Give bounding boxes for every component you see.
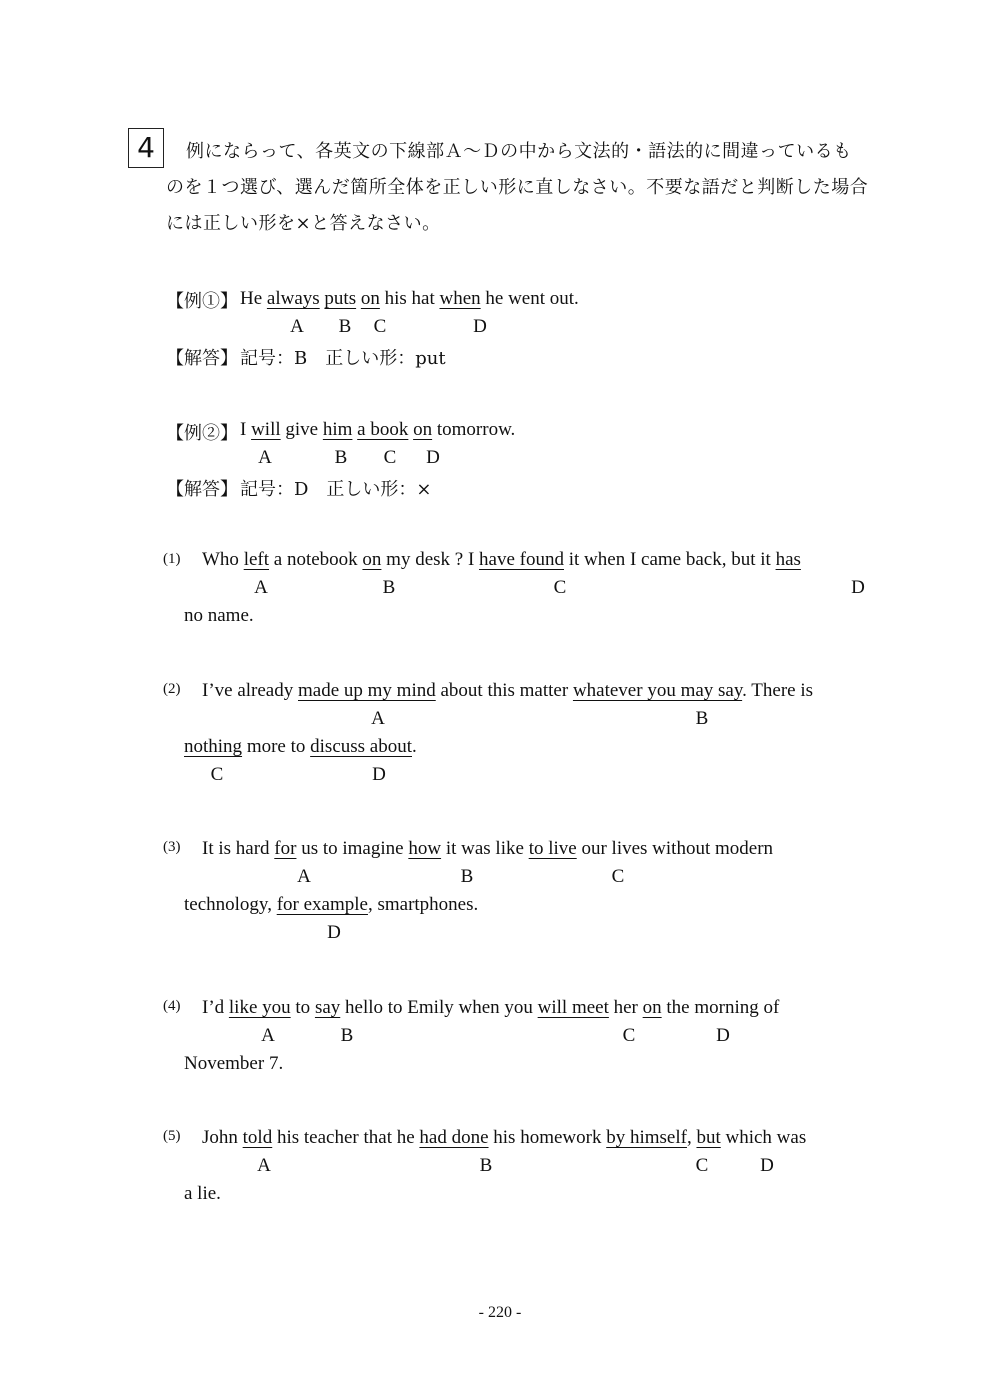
label-c: C [210, 764, 224, 785]
underline-d: when [439, 288, 481, 309]
underline-d: on [413, 419, 433, 440]
underline-a: left [243, 549, 270, 570]
instruction-line-3: には正しい形を×と答えなさい。 [166, 213, 441, 234]
question-1-number: (1) [163, 551, 181, 567]
label-a: A [290, 316, 304, 337]
example-2-sentence: I will give him a book on tomorrow. [240, 419, 516, 440]
instruction-line-2: のを１つ選び、選んだ箇所全体を正しい形に直しなさい。不要な語だと判断した場合 [166, 177, 869, 198]
example-1-tag: 【例①】 [166, 291, 238, 312]
question-2-line-2: nothing more to discuss about. [184, 736, 417, 757]
underline-b: on [362, 549, 382, 570]
label-d: D [426, 447, 440, 468]
question-3-line-2: technology, for example, smartphones. [184, 894, 479, 915]
label-b: B [338, 316, 352, 337]
label-b: B [382, 577, 396, 598]
question-2-line-1: I’ve already made up my mind about this matter whatever you may say. There is [202, 680, 814, 701]
label-d: D [851, 577, 865, 598]
question-4-line-1: I’d like you to say hello to Emily when you will meet her on the morning of [202, 997, 780, 1018]
label-c: C [383, 447, 397, 468]
underline-b: had done [419, 1127, 489, 1148]
underline-b: puts [324, 288, 357, 309]
label-d: D [327, 922, 341, 943]
underline-c: to live [528, 838, 577, 859]
underline-b: whatever you may say [572, 680, 743, 701]
underline-d: discuss about [310, 736, 412, 757]
question-1-line-1: Who left a notebook on my desk ? I have found it when I came back, but it has [202, 549, 801, 570]
section-number-box: 4 [128, 128, 164, 168]
underline-c: on [360, 288, 380, 309]
label-a: A [261, 1025, 275, 1046]
label-a: A [254, 577, 268, 598]
underline-c: a book [357, 419, 409, 440]
underline-d: but [696, 1127, 721, 1148]
label-c: C [373, 316, 387, 337]
label-b: B [460, 866, 474, 887]
label-c: C [611, 866, 625, 887]
underline-b: how [408, 838, 442, 859]
underline-c: by himself [606, 1127, 687, 1148]
page-number: - 220 - [478, 1304, 522, 1321]
label-a: A [371, 708, 385, 729]
label-b: B [334, 447, 348, 468]
label-b: B [695, 708, 709, 729]
underline-c: nothing [184, 736, 243, 757]
underline-d: on [642, 997, 662, 1018]
underline-d: for example [276, 894, 368, 915]
example-1-answer: 記号：B 正しい形：put [240, 348, 446, 369]
question-2-number: (2) [163, 681, 181, 697]
underline-a: told [242, 1127, 273, 1148]
example-1-sentence: He always puts on his hat when he went out. [240, 288, 579, 309]
question-3-number: (3) [163, 839, 181, 855]
label-d: D [372, 764, 386, 785]
label-d: D [760, 1155, 774, 1176]
underline-d: has [775, 549, 801, 570]
label-c: C [695, 1155, 709, 1176]
label-b: B [479, 1155, 493, 1176]
example-1-answer-tag: 【解答】 [166, 348, 238, 369]
question-3-line-1: It is hard for us to imagine how it was like to live our lives without modern [202, 838, 774, 859]
instruction-line-1: 例にならって、各英文の下線部Ａ～Ｄの中から文法的・語法的に間違っているも [186, 141, 852, 162]
underline-a: for [274, 838, 297, 859]
underline-c: will meet [537, 997, 609, 1018]
example-2-tag: 【例②】 [166, 423, 238, 444]
underline-b: him [322, 419, 353, 440]
label-a: A [297, 866, 311, 887]
underline-a: like you [228, 997, 291, 1018]
label-a: A [258, 447, 272, 468]
underline-a: always [266, 288, 320, 309]
question-4-number: (4) [163, 998, 181, 1014]
question-5-line-2: a lie. [184, 1183, 221, 1204]
example-2-answer: 記号：D 正しい形：× [240, 479, 432, 500]
label-b: B [340, 1025, 354, 1046]
underline-a: made up my mind [298, 680, 436, 701]
label-c: C [553, 577, 567, 598]
question-5-number: (5) [163, 1128, 181, 1144]
question-4-line-2: November 7. [184, 1053, 284, 1074]
label-c: C [622, 1025, 636, 1046]
question-1-line-2: no name. [184, 605, 254, 626]
label-d: D [473, 316, 487, 337]
underline-c: have found [479, 549, 564, 570]
question-5-line-1: John told his teacher that he had done his homework by himself, but which was [202, 1127, 807, 1148]
label-d: D [716, 1025, 730, 1046]
label-a: A [257, 1155, 271, 1176]
underline-a: will [251, 419, 281, 440]
example-2-answer-tag: 【解答】 [166, 479, 238, 500]
underline-b: say [314, 997, 341, 1018]
